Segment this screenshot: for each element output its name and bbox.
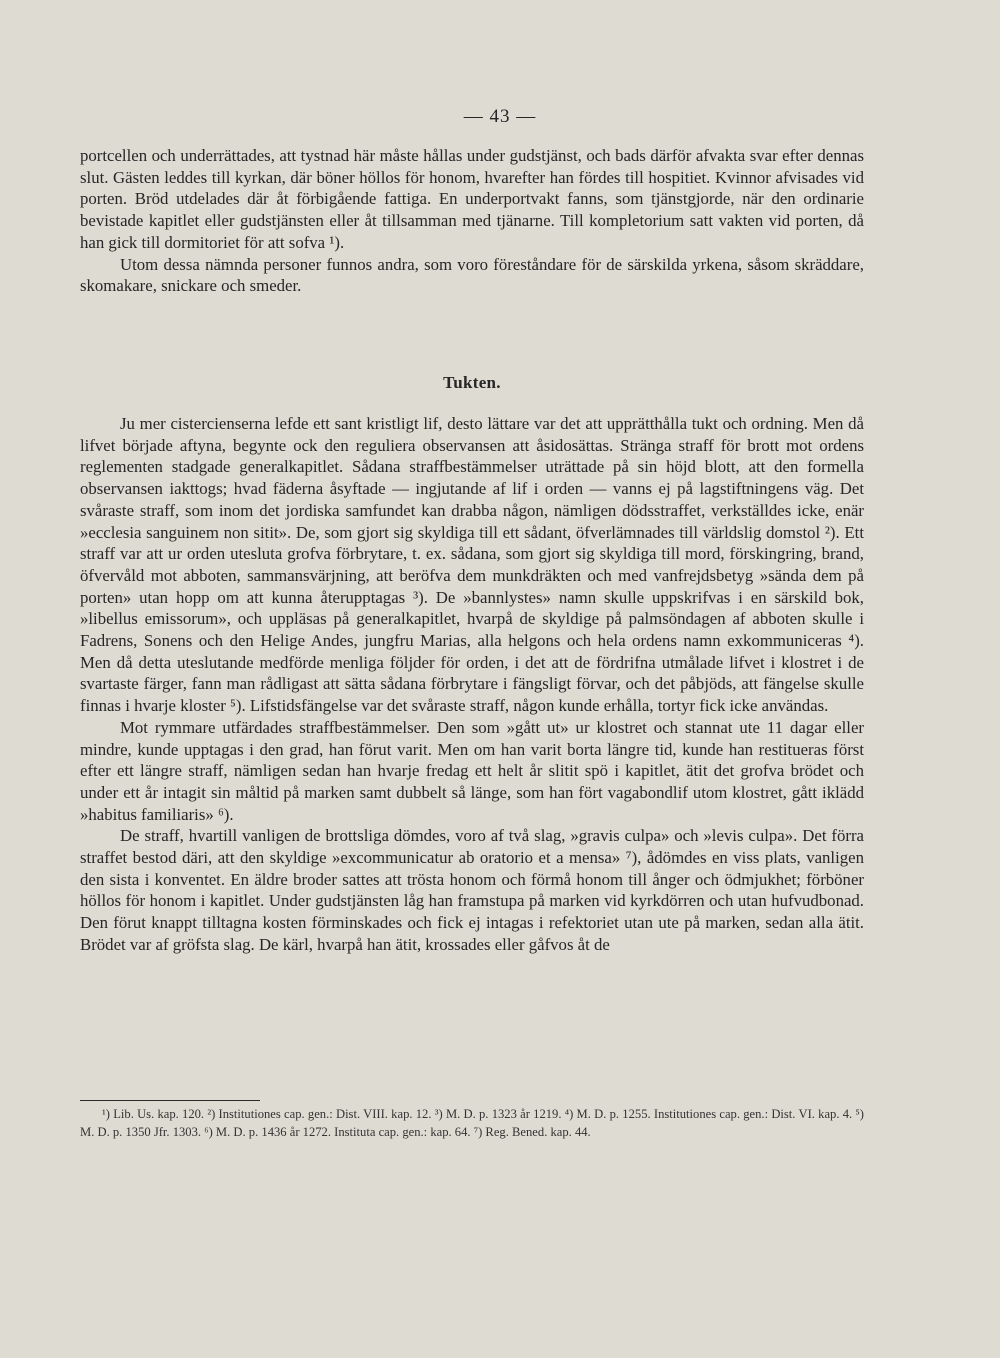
intro-text bbox=[80, 145, 864, 297]
paragraph: Utom dessa nämnda personer funnos andra, som voro föreståndare för de särskilda yrkena, såsom skräddare, skomakare, snickare och smeder. bbox=[80, 254, 864, 296]
paragraph: portcellen och underrättades, att tystnad här måste hållas under gudstjänst, och bads därför afvakta svar efter dennas slut. Gästen leddes till kyrkan, där böner höllos för honom, hvarefter han fördes till hospitiet. Kvinnor afvisades vid porten. Bröd utdelades där åt förbigående fattiga. En underportvakt fanns, som tjänstgjorde, när den ordinarie bevistade kapitlet eller gudstjänsten eller åt tillsamman med tjänarne. Till kompletorium satt vakten vid porten, då han gick till dormitoriet för att sofva ¹). bbox=[80, 146, 864, 252]
body-text bbox=[80, 413, 864, 956]
paragraph: Mot rymmare utfärdades straffbestämmelser. Den som »gått ut» ur klostret och stannat ute 11 dagar eller mindre, kunde upptagas i den grad, han förut varit. Men om han varit borta längre tid, kunde han restitueras först efter ett längre straff, nämligen sedan han hvarje fredag ett helt år slitit spö i kapitlet, ätit det grofva brödet och under ett år intagit sin måltid på marken samt dubbelt så länge, som han fört vagabondlif utom klostret, gått iklädd »habitus familiaris» ⁶). bbox=[80, 717, 864, 824]
footnotes bbox=[80, 1106, 864, 1141]
page-number: — 43 — bbox=[463, 106, 537, 127]
paragraph: De straff, hvartill vanligen de brottsliga dömdes, voro af två slag, »gravis culpa» och »levis culpa». Det förra straffet bestod däri, att den skyldige »excommunicatur ab oratorio et a mensa» ⁷), ådömdes en viss plats, vanligen den sista i konventet. En äldre broder sattes att trösta honom och förmå honom till ånger och ödmjukhet; förböner höllos för honom i kapitlet. Under gudstjänsten låg han framstupa på marken vid kyrkdörren och utan hufvudbonad. Den förut knappt tilltagna kosten förminskades och fick ej intagas i refektoriet utan ute på marken, sedan alla ätit. Brödet var af gröfsta slag. De kärl, hvarpå han ätit, krossades eller gåfvos åt de bbox=[80, 826, 864, 954]
footnote-divider bbox=[80, 1100, 260, 1101]
paragraph: Ju mer cistercienserna lefde ett sant kristligt lif, desto lättare var det att upprätthålla tukt och ordning. Men då lifvet började aftyna, begynte ock den reguliera observansen att åsidosättas. Stränga straff för brott mot ordens reglementen stadgade generalkapitlet. Sådana straffbestämmelser uträttade på sin höjd blott, att den formella observansen iakttogs; hvad fäderna åsyftade — ingjutande af lif i orden — vanns ej på lagstiftningens väg. Det svåraste straff, som inom det jordiska samfundet kan drabba någon, nämligen dödsstraffet, verkställdes icke, enär »ecclesia sanguinem non sitit». De, som gjort sig skyldiga till ett sådant, öfverlämnades till världslig domstol ²). Ett straff var att ur orden utesluta grofva förbrytare, t. ex. sådana, som gjort sig skyldiga till mord, förskingring, brand, öfvervåld mot abboten, sammansvärjning, att beröfva dem munkdräkten och med vanfrejdsbetyg »sända dem på porten» utan hopp om att kunna återupptagas ³). De »bannlystes» namn skulle uppskrifvas i en särskild bok, »libellus emissorum», och uppläsas på generalkapitlet, hvarpå de skyldige på palmsöndagen af abboten skulle i Fadrens, Sonens och den Helige Andes, jungfru Marias, alla helgons och hela ordens namn exkommuniceras ⁴). Men då detta uteslutande medförde menliga följder för orden, i det att de fördrifna utmålade lifvet i klostret i de svartaste färger, fann man rådligast att sätta sådana förbrytare i fängsligt förvar, och det påbjöds, att fängelse skulle finnas i hvarje kloster ⁵). Lifstidsfängelse var det svåraste straff, någon kunde erhålla, tortyr fick icke användas. bbox=[80, 414, 864, 716]
section-heading: Tukten. bbox=[443, 373, 501, 392]
footnote-text: ¹) Lib. Us. kap. 120. ²) Institutiones cap. gen.: Dist. VIII. kap. 12. ³) M. D. p. 1323 år 1219. ⁴) M. D. p. 1255. Institutiones cap. gen.: Dist. VI. kap. 4. ⁵) M. D. p. 1350 Jfr. 1303. ⁶) M. D. p. 1436 år 1272. Instituta cap. gen.: kap. 64. ⁷) Reg. Bened. kap. 44. bbox=[80, 1107, 864, 1139]
